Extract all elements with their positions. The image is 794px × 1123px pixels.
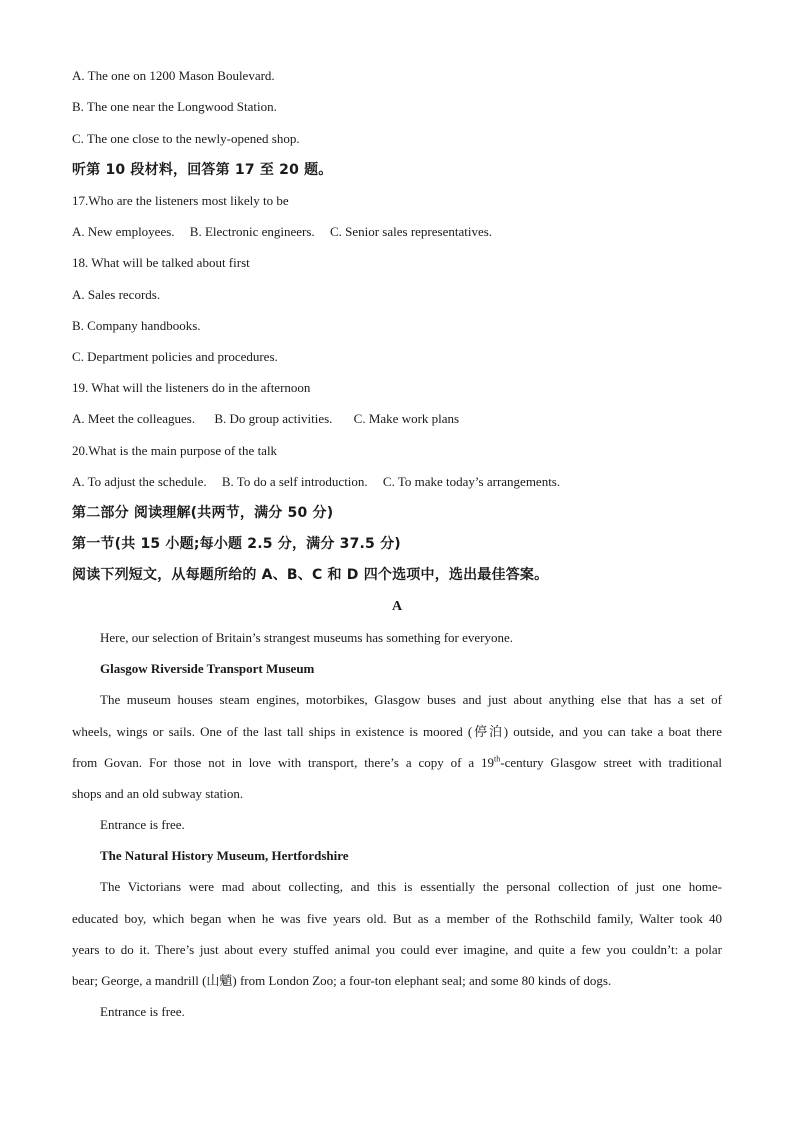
option-19c: C. Make work plans bbox=[353, 411, 460, 426]
museum-1-entrance: Entrance is free. bbox=[100, 817, 185, 832]
option-17b: B. Electronic engineers. bbox=[189, 224, 315, 239]
section-heading-material-10: 听第 10 段材料，回答第 17 至 20 题。 bbox=[72, 162, 333, 178]
options-17 bbox=[72, 223, 722, 241]
question-17: 17.Who are the listeners most likely to be bbox=[72, 193, 289, 208]
museum-1-line-2: wheels, wings or sails. One of the last tall ships in existence is moored (停泊) outside, and you can take a boat there bbox=[72, 724, 722, 739]
museum-2-entrance: Entrance is free. bbox=[100, 1004, 185, 1019]
ordinal-superscript: th bbox=[494, 754, 501, 764]
question-18: 18. What will be talked about first bbox=[72, 255, 250, 270]
options-19 bbox=[72, 410, 722, 428]
option-16c: C. The one close to the newly-opened shop. bbox=[72, 131, 300, 146]
museum-1-line-3-part-b: -century Glasgow street with traditional bbox=[500, 755, 722, 770]
passage-intro: Here, our selection of Britain’s strangest museums has something for everyone. bbox=[100, 630, 514, 645]
option-20c: C. To make today’s arrangements. bbox=[382, 474, 561, 489]
question-20: 20.What is the main purpose of the talk bbox=[72, 443, 278, 458]
museum-2-line-1: The Victorians were mad about collecting, and this is essentially the personal collection of just one home- bbox=[100, 879, 722, 894]
reading-instructions: 阅读下列短文，从每题所给的 A、B、C 和 D 四个选项中，选出最佳答案。 bbox=[72, 567, 549, 583]
options-20 bbox=[72, 473, 722, 491]
museum-1-line-3-part-a: from Govan. For those not in love with transport, there’s a copy of a 19 bbox=[72, 755, 494, 770]
option-19a: A. Meet the colleagues. bbox=[72, 411, 196, 426]
question-19: 19. What will the listeners do in the afternoon bbox=[72, 380, 311, 395]
museum-1-line-3 bbox=[72, 754, 722, 772]
museum-1-line-4: shops and an old subway station. bbox=[72, 786, 244, 801]
museum-2-line-2: educated boy, which began when he was five years old. But as a member of the Rothschild family, Walter took 40 bbox=[72, 911, 722, 926]
option-19b: B. Do group activities. bbox=[214, 411, 333, 426]
option-20a: A. To adjust the schedule. bbox=[72, 474, 207, 489]
museum-2-title: The Natural History Museum, Hertfordshire bbox=[100, 848, 349, 863]
museum-2-line-3: years to do it. There’s just about every stuffed animal you could ever imagine, and quite a few you couldn’t: a polar bbox=[72, 942, 722, 957]
museum-1-line-1: The museum houses steam engines, motorbikes, Glasgow buses and just about anything else that has a set of bbox=[100, 692, 722, 707]
museum-1-title: Glasgow Riverside Transport Museum bbox=[100, 661, 315, 676]
option-20b: B. To do a self introduction. bbox=[221, 474, 368, 489]
option-16a: A. The one on 1200 Mason Boulevard. bbox=[72, 68, 275, 83]
option-17c: C. Senior sales representatives. bbox=[329, 224, 493, 239]
passage-label: A bbox=[391, 599, 403, 614]
museum-2-line-4: bear; George, a mandrill (山魈) from London Zoo; a four-ton elephant seal; and some 80 kinds of dogs. bbox=[72, 973, 612, 988]
option-18b: B. Company handbooks. bbox=[72, 318, 201, 333]
option-18a: A. Sales records. bbox=[72, 287, 161, 302]
option-16b: B. The one near the Longwood Station. bbox=[72, 99, 277, 114]
option-17a: A. New employees. bbox=[72, 224, 175, 239]
section-one-heading: 第一节(共 15 小题;每小题 2.5 分，满分 37.5 分) bbox=[72, 536, 401, 552]
part-two-heading: 第二部分 阅读理解(共两节，满分 50 分) bbox=[72, 505, 334, 521]
option-18c: C. Department policies and procedures. bbox=[72, 349, 278, 364]
